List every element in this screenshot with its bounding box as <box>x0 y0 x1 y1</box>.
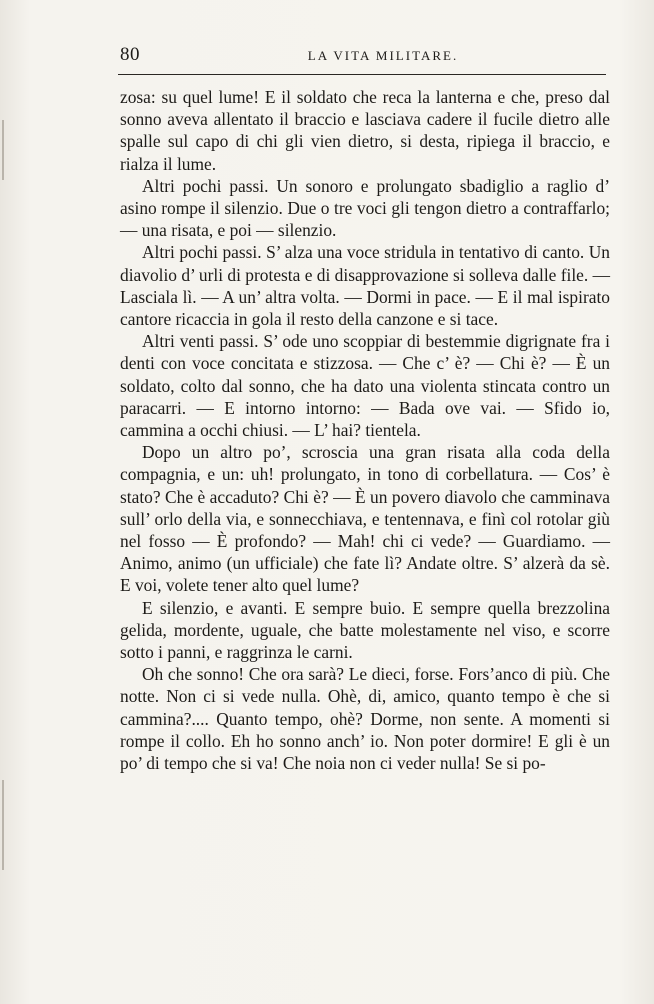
paragraph: Oh che sonno! Che ora sarà? Le dieci, forse. Fors’anco di più. Che notte. Non ci si vede nulla. Ohè, di, amico, quanto tempo è che si cammina?.... Quanto tempo, ohè? Dorme, non sente. A momenti si rompe il collo. Eh ho sonno anch’ io. Non poter dormire! E gli è un po’ di tempo che si va! Che noia non ci veder nulla! Se si po- <box>120 664 610 774</box>
page-header <box>120 44 606 70</box>
running-title: LA VITA MILITARE. <box>307 48 459 63</box>
paragraph: Dopo un altro po’, scroscia una gran risata alla coda della compagnia, e un: uh! prolungato, in tono di corbellatura. — Cos’ è stato? Che è accaduto? Chi è? — È un povero diavolo che camminava sull’ orlo della via, e sonnecchiava, e tentennava, e finì col rotolar giù nel fosso — È profondo? — Mah! chi ci vede? — Guardiamo. — Animo, animo (un ufficiale) che fate lì? Andate oltre. S’ alzerà da sè. E voi, volete tener alto quel lume? <box>120 442 610 596</box>
paragraph: Altri venti passi. S’ ode uno scoppiar di bestemmie digrignate fra i denti con voce concitata e stizzosa. — Che c’ è? — Chi è? — È un soldato, colto dal sonno, che ha dato una violenta stincata contro un paracarri. — E intorno intorno: — Bada ove vai. — Sfido io, cammina a occhi chiusi. — L’ hai? tientela. <box>120 331 610 441</box>
header-rule <box>118 74 606 75</box>
paragraph: zosa: su quel lume! E il soldato che reca la lanterna e che, preso dal sonno aveva allentato il braccio e lasciava cadere il fucile dietro alle spalle sul capo di chi gli vien dietro, si desta, ripiega il braccio, e rialza il lume. <box>120 87 610 174</box>
page-edge-shadow <box>2 120 4 180</box>
paragraph: E silenzio, e avanti. E sempre buio. E sempre quella brezzolina gelida, mordente, uguale, che batte molestamente nel viso, e scorre sotto i panni, e raggrinza le carni. <box>120 597 610 663</box>
paragraph: Altri pochi passi. S’ alza una voce stridula in tentativo di canto. Un diavolio d’ urli di protesta e di disapprovazione si solleva dalle file. — Lasciala lì. — A un’ altra volta. — Dormi in pace. — E il mal ispirato cantore ricaccia in gola il resto della canzone e si tace. <box>120 242 610 330</box>
page-number: 80 <box>120 44 140 65</box>
body-text <box>120 86 610 774</box>
page-edge-shadow <box>2 780 4 870</box>
paragraph: Altri pochi passi. Un sonoro e prolungato sbadiglio a raglio d’ asino rompe il silenzio. Due o tre voci gli tengon dietro a contraffarlo; — una risata, e poi — silenzio. <box>120 175 610 241</box>
